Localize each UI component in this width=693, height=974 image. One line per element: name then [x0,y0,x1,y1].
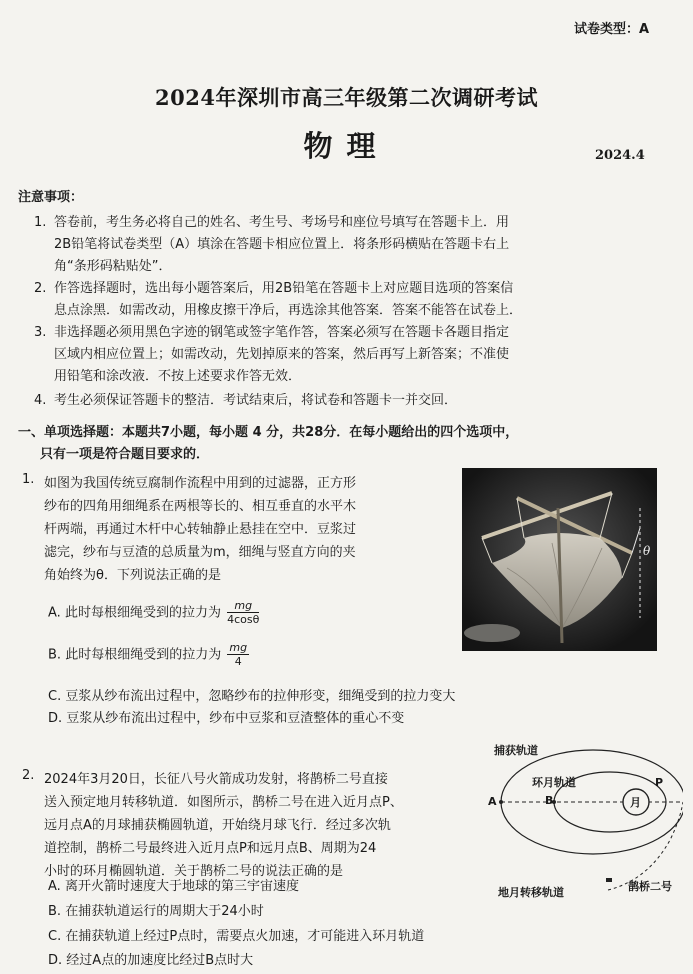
q1-option-d[interactable] [48,708,404,730]
option-label: B. [48,647,62,663]
paper-type: 试卷类型：A [573,22,649,37]
stem-line: 小时的环月椭圆轨道．关于鹊桥二号的说法正确的是 [44,864,344,879]
orbit-illustration [488,740,683,900]
q2-option-b[interactable] [48,901,264,923]
stem-line: 如图为我国传统豆腐制作流程中用到的过滤器，正方形 [44,476,357,491]
filter-photo [462,468,657,651]
option-text: 豆浆从纱布流出过程中，纱布中豆浆和豆渣整体的重心不变 [66,711,405,726]
stem-line: 纱布的四角用细绳系在两根等长的、相互垂直的水平木 [44,499,357,514]
notice-item-2 [34,278,654,322]
section-line: 一、单项选择题：本题共7小题，每小题 4 分，共28分．在每小题给出的四个选项中， [18,425,519,440]
notice-item-number: 3. [34,325,47,340]
notice-line: 角“条形码粘贴处”． [54,259,172,274]
fraction-denominator: 4 [234,655,242,668]
fraction-denominator: 4cosθ [227,613,260,626]
q2-option-d[interactable] [48,950,253,972]
section-heading [18,422,648,466]
section-line: 只有一项是符合题目要求的． [40,447,210,462]
capture-orbit-label: 捕获轨道 [494,744,538,757]
notice-line: 息点涂黑．如需改动，用橡皮擦干净后，再选涂其他答案．答案不能答在试卷上． [54,303,523,318]
option-label: D. [48,953,63,968]
notice-line: 非选择题必须用黑色字迹的钢笔或签字笔作答，答案必须写在答题卡各题目指定 [54,325,510,340]
notice-item-1 [34,212,654,278]
option-label: D. [48,711,63,726]
option-label: A. [48,879,61,894]
question-2-stem [44,768,484,883]
option-text: 经过A点的加速度比经过B点时大 [66,953,254,968]
option-label: C. [48,929,62,944]
fraction-numerator: mg [229,641,248,654]
exam-title: 2024年深圳市高三年级第二次调研考试 [155,85,538,110]
option-label: C. [48,689,62,704]
moon-label: 月 [630,796,641,809]
exam-date: 2024.4 [595,148,645,163]
notice-line: 用铅笔和涂改液．不按上述要求作答无效． [54,369,302,384]
stem-line: 送入预定地月转移轨道．如图所示，鹊桥二号在进入近月点P、 [44,795,403,810]
stem-line: 角始终为θ．下列说法正确的是 [44,568,221,583]
satellite-label: 鹊桥二号 [628,880,672,893]
option-text: 此时每根细绳受到的拉力为 [65,647,222,663]
fraction [227,642,249,668]
option-text: 此时每根细绳受到的拉力为 [64,605,221,621]
orbit-diagram [488,740,683,900]
notice-title: 注意事项： [18,190,84,205]
fraction-numerator: mg [227,600,259,613]
filter-illustration [462,468,657,651]
notice-item-number: 1. [34,215,47,230]
lunar-orbit-label: 环月轨道 [532,776,576,789]
option-label: B. [48,904,62,919]
transfer-orbit-label: 地月转移轨道 [498,886,564,899]
notice-line: 2B铅笔将试卷类型（A）填涂在答题卡相应位置上．将条形码横贴在答题卡右上 [54,237,510,252]
notice-line: 答卷前，考生务必将自己的姓名、考生号、考场号和座位号填写在答题卡上．用 [54,215,510,230]
point-a-label: A [488,795,497,808]
theta-label: θ [643,544,651,558]
q1-option-a[interactable] [48,600,259,626]
notice-line: 考生必须保证答题卡的整洁．考试结束后，将试卷和答题卡一并交回． [54,393,458,408]
stem-line: 道控制，鹊桥二号最终进入近月点P和远月点B、周期为24 [44,841,377,856]
point-p-label: P [655,776,664,789]
notice-item-number: 2. [34,281,47,296]
option-text: 离开火箭时速度大于地球的第三宇宙速度 [64,879,299,894]
option-text: 在捕获轨道上经过P点时，需要点火加速，才可能进入环月轨道 [65,929,425,944]
option-text: 豆浆从纱布流出过程中，忽略纱布的拉伸形变，细绳受到的拉力变大 [65,689,456,704]
notice-item-4 [34,390,654,412]
stem-line: 滤完，纱布与豆渣的总质量为m，细绳与竖直方向的夹 [44,545,356,560]
notice-item-number: 4. [34,393,47,408]
q1-option-c[interactable] [48,686,455,708]
stem-line: 2024年3月20日，长征八号火箭成功发射，将鹊桥二号直接 [44,772,388,787]
question-number: 2. [22,768,35,783]
option-label: A. [48,605,61,621]
stem-line: 远月点A的月球捕获椭圆轨道，开始绕月球飞行．经过多次轨 [44,818,391,833]
q2-option-c[interactable] [48,926,424,948]
notice-line: 作答选择题时，选出每小题答案后，用2B铅笔在答题卡上对应题目选项的答案信 [54,281,514,296]
stem-line: 杆两端，再通过木杆中心转轴静止悬挂在空中．豆浆过 [44,522,357,537]
notice-item-3 [34,322,654,388]
q1-option-b[interactable] [48,642,249,668]
fraction [227,600,259,626]
question-number: 1. [22,472,35,487]
subject-title: 物理 [303,129,390,163]
notice-line: 区域内相应位置上；如需改动，先划掉原来的答案，然后再写上新答案；不准使 [54,347,510,362]
point-b-label: B [545,794,554,807]
question-1-stem [44,472,454,587]
q2-option-a[interactable] [48,876,299,898]
option-text: 在捕获轨道运行的周期大于24小时 [65,904,264,919]
